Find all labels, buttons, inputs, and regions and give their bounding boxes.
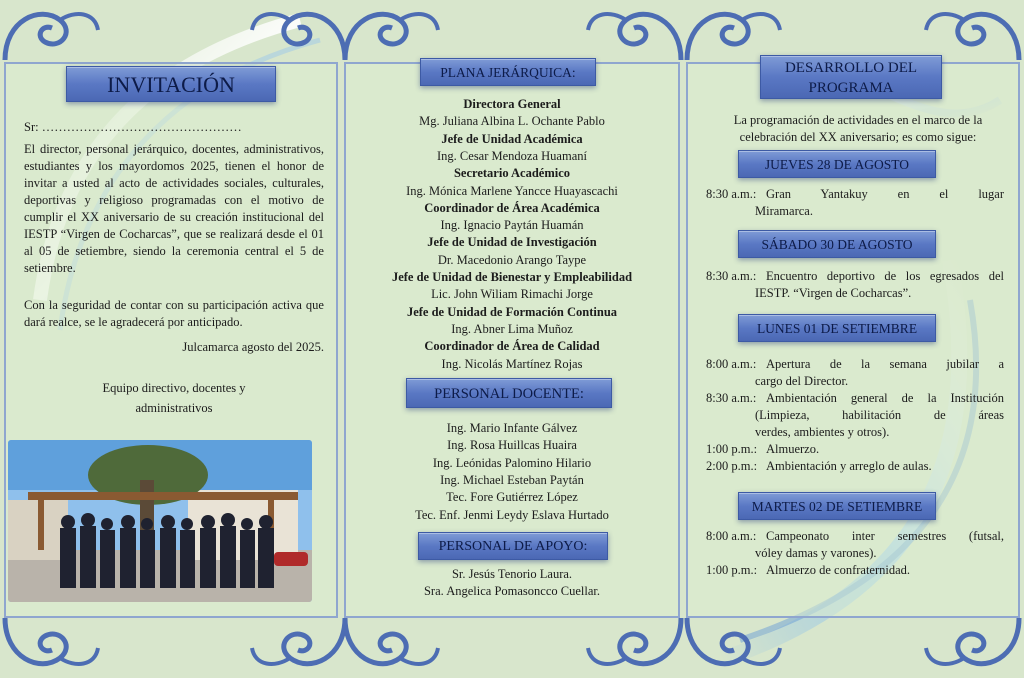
scroll-ornament-icon (682, 608, 782, 678)
signature-line-2: administrativos (135, 401, 213, 415)
event-text: Gran Yantakuy en el lugar (766, 187, 1004, 201)
event-text: Ambientación y arreglo de aulas. (766, 459, 932, 473)
event-text: Almuerzo de confraternidad. (766, 563, 911, 577)
event-text: Campeonato inter semestres (futsal, (766, 529, 1004, 543)
day-banner: LUNES 01 DE SETIEMBRE (738, 314, 936, 342)
apoyo-title: PERSONAL DE APOYO: (418, 532, 608, 560)
signature-line-1: Equipo directivo, docentes y (102, 381, 246, 395)
staff-name: Ing. Ignacio Paytán Huamán (440, 218, 584, 233)
staff-name: Ing. Mónica Marlene Yancce Huayascachi (406, 183, 618, 198)
teacher-name: Ing. Rosa Huillcas Huaira (447, 438, 577, 453)
day-banner: SÁBADO 30 DE AGOSTO (738, 230, 936, 258)
event-text-cont: cargo del Director. (755, 374, 849, 388)
staff-role: Jefe de Unidad de Formación Continua (406, 304, 618, 319)
teacher-name: Ing. Michael Esteban Paytán (440, 472, 584, 487)
staff-role: Directora General (463, 97, 561, 111)
support-name: Sra. Angelica Pomasoncco Cuellar. (423, 584, 600, 599)
teacher-name: Tec. Enf. Jenmi Leydy Eslava Hurtado (415, 507, 609, 522)
plana-title: PLANA JERÁRQUICA: (420, 58, 596, 86)
event-text: Almuerzo. (766, 442, 820, 456)
event-time: 2:00 p.m.: (706, 459, 758, 473)
staff-name: Mg. Juliana Albina L. Ochante Pablo (419, 114, 605, 129)
invitation-body: El director, personal jerárquico, docentes, administrativos, estudiantes y los mayordomos 2025, tienen el honor de invitar a usted al acto de actividades sociales, culturales, deportivas y religioso programadas con el motivo de cumplir el XX aniversario de su creación institucional del IESTP “Virgen de Cocharcas”, que se realizará desde el 01 al 05 de setiembre, siendo la ceremonia central el 5 de setiembre. (24, 142, 324, 275)
scroll-ornament-icon (586, 608, 686, 678)
place-date: Julcamarca agosto del 2025. (182, 340, 324, 354)
staff-role: Jefe de Unidad de Bienestar y Empleabilidad (391, 270, 633, 284)
scroll-ornament-icon (250, 0, 350, 70)
program-title (760, 55, 942, 99)
staff-role: Coordinador de Área de Calidad (424, 339, 600, 354)
scroll-ornament-icon (924, 608, 1024, 678)
scroll-ornament-icon (0, 608, 100, 678)
docente-title: PERSONAL DOCENTE: (406, 378, 612, 408)
event-text-cont: (Limpieza, habilitación de áreas (755, 408, 1004, 422)
event-text-cont: Miramarca. (755, 204, 813, 218)
day-banner: JUEVES 28 DE AGOSTO (738, 150, 936, 178)
invitation-closing: Con la seguridad de contar con su participación activa que dará realce, se le agradecerá por anticipado. (24, 298, 324, 329)
group-photo (8, 440, 312, 602)
invitation-title: INVITACIÓN (66, 66, 276, 102)
event-text: Apertura de la semana jubilar a (766, 357, 1004, 371)
scroll-ornament-icon (586, 0, 686, 70)
staff-name: Lic. John Wiliam Rimachi Jorge (431, 287, 593, 302)
event-time: 8:30 a.m.: (706, 187, 757, 201)
program-title-line-1: DESARROLLO DEL (784, 60, 918, 76)
event-text-cont: IESTP. “Virgen de Cocharcas”. (755, 286, 912, 300)
staff-name: Ing. Nicolás Martínez Rojas (441, 356, 583, 371)
staff-role: Secretario Académico (453, 166, 571, 181)
scroll-ornament-icon (340, 608, 440, 678)
staff-name: Ing. Cesar Mendoza Huamaní (437, 148, 587, 163)
staff-role: Jefe de Unidad de Investigación (427, 235, 597, 250)
scroll-ornament-icon (0, 0, 100, 70)
scroll-ornament-icon (250, 608, 350, 678)
teacher-name: Tec. Fore Gutiérrez López (446, 490, 578, 505)
program-intro: La programación de actividades en el marco de la celebración del XX aniversario; es como sigue: (733, 113, 983, 144)
staff-role: Coordinador de Área Académica (424, 200, 600, 215)
event-text: Encuentro deportivo de los egresados del (766, 269, 1004, 283)
staff-role: Jefe de Unidad Académica (441, 131, 583, 146)
event-text-cont: verdes, ambientes y otros). (755, 425, 890, 439)
staff-name: Ing. Abner Lima Muñoz (451, 321, 573, 336)
teacher-name: Ing. Mario Infante Gálvez (446, 421, 578, 435)
event-time: 8:00 a.m.: (706, 529, 757, 543)
event-time: 1:00 p.m.: (706, 563, 758, 577)
salutation-line: Sr: ………………………………………… (24, 120, 242, 134)
support-name: Sr. Jesús Tenorio Laura. (451, 567, 573, 581)
event-text: Ambientación general de la Institución (766, 391, 1004, 405)
event-time: 8:00 a.m.: (706, 357, 757, 371)
event-time: 1:00 p.m.: (706, 442, 758, 456)
event-time: 8:30 a.m.: (706, 269, 757, 283)
teacher-name: Ing. Leónidas Palomino Hilario (432, 455, 592, 470)
event-time: 8:30 a.m.: (706, 391, 757, 405)
day-banner: MARTES 02 DE SETIEMBRE (738, 492, 936, 520)
event-text-cont: vóley damas y varones). (755, 546, 877, 560)
staff-name: Dr. Macedonio Arango Taype (437, 252, 587, 267)
program-title-line-2: PROGRAMA (808, 80, 894, 96)
